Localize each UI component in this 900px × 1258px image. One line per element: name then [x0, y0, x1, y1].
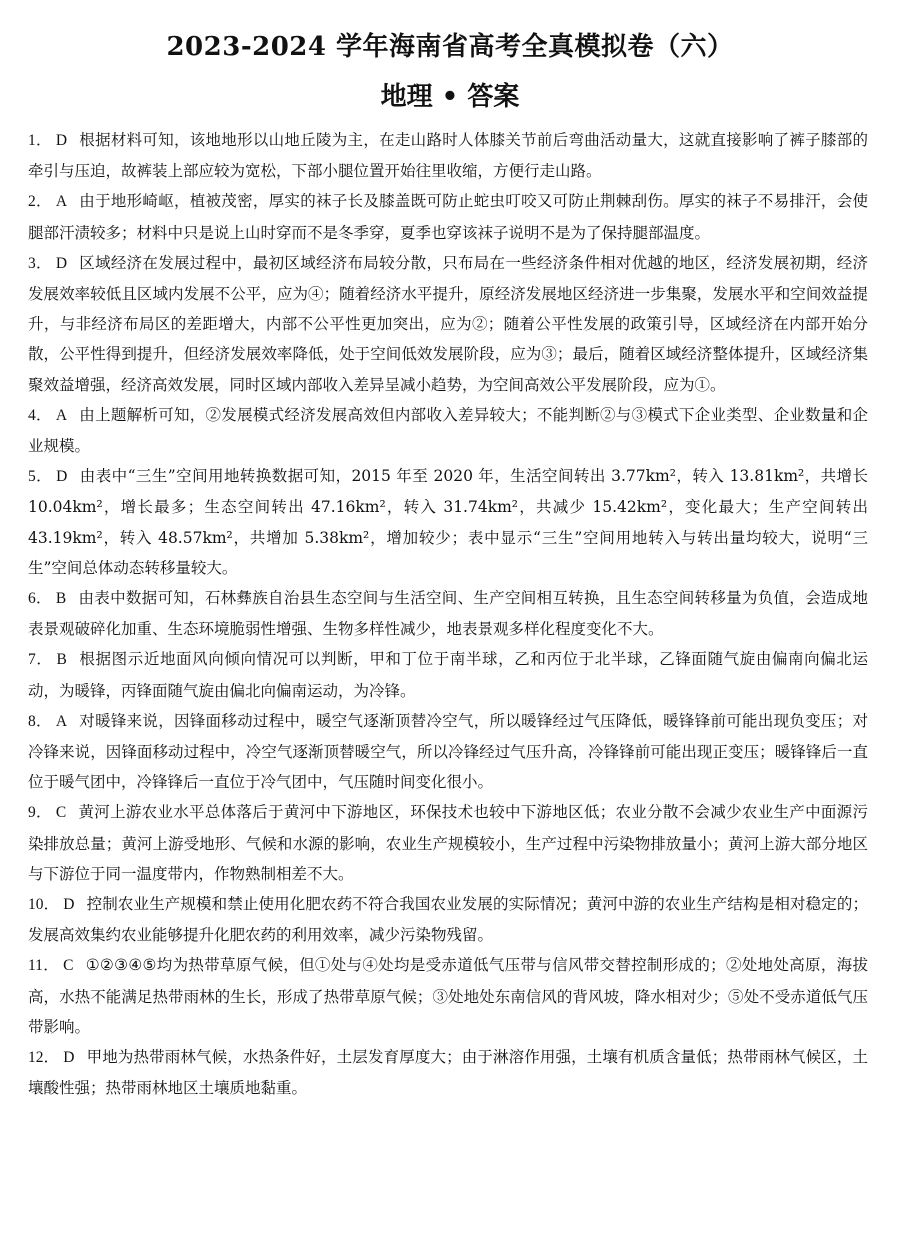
answer-explanation: ①②③④⑤均为热带草原气候，但①处与④处均是受赤道低气压带与信风带交替控制形成的；②处地处高原，海拔高，水热不能满足热带雨林的生长，形成了热带草原气候；③处地处东南信风的背风坡，降水相对少；⑤处不受赤道低气压带影响。: [28, 956, 868, 1036]
answer-choice: C: [63, 957, 74, 975]
question-number: 8．: [28, 712, 52, 730]
answer-choice: D: [55, 132, 68, 149]
question-number: 12．: [28, 1049, 60, 1067]
answer-explanation: 黄河上游农业水平总体落后于黄河中下游地区，环保技术也较中下游地区低；农业分散不会减少农业生产中面源污染排放总量；黄河上游受地形、气候和水源的影响，农业生产规模较小，生产过程中污染物排放量小；黄河上游大部分地区与下游位于同一温度带内，作物熟制相差不大。: [28, 803, 868, 883]
answer-choice: D: [63, 1049, 75, 1067]
answer-choice: D: [63, 896, 75, 914]
question-number: 7．: [28, 651, 53, 669]
answer-explanation: 由表中数据可知，石林彝族自治县生态空间与生活空间、生产空间相互转换，且生态空间转移量为负值，会造成地表景观破碎化加重、生态环境脆弱性增强、生物多样性减少，地表景观多样化程度变化不大。: [28, 589, 868, 639]
answer-choice: D: [55, 254, 68, 272]
question-number: 2．: [28, 193, 52, 211]
answer-item-9: [28, 797, 868, 889]
answer-item-6: [28, 583, 868, 644]
answer-choice: C: [55, 804, 67, 822]
question-number: 9．: [28, 804, 52, 822]
question-number: 10．: [28, 896, 60, 914]
answer-item-12: [28, 1042, 868, 1103]
answer-choice: A: [55, 193, 68, 211]
question-number: 11．: [28, 957, 60, 975]
answer-choice: A: [55, 406, 68, 424]
question-number: 6．: [28, 590, 52, 608]
answer-choice: D: [56, 468, 68, 486]
document-title: 2023-2024 学年海南省高考全真模拟卷（六）: [166, 32, 734, 62]
answer-item-10: [28, 889, 868, 950]
answer-item-2: [28, 186, 868, 247]
answer-explanation: 甲地为热带雨林气候，水热条件好，土层发育厚度大；由于淋溶作用强，土壤有机质含量低；热带雨林气候区，土壤酸性强；热带雨林地区土壤质地黏重。: [28, 1048, 868, 1098]
answer-explanation: 由于地形崎岖，植被茂密，厚实的袜子长及膝盖既可防止蛇虫叮咬又可防止荆棘刮伤。厚实的袜子不易排汗，会使腿部汗渍较多；材料中只是说上山时穿而不是冬季穿，夏季也穿该袜子说明不是为了保持腿部温度。: [28, 192, 868, 242]
document-subtitle: 地理 • 答案: [380, 82, 520, 112]
answer-explanation: 区域经济在发展过程中，最初区域经济布局较分散，只布局在一些经济条件相对优越的地区，经济发展初期，经济发展效率较低且区域内发展不公平，应为④；随着经济水平提升，原经济发展地区经济进一步集聚，发展水平和空间效益提升，与非经济布局区的差距增大，内部不公平性更加突出，应为②；随着公平性发展的政策引导，区域经济在内部开始分散，公平性得到提升，但经济发展效率降低，处于空间低效发展阶段，应为③；最后，随着区域经济整体提升，区域经济集聚效益增强，经济高效发展，同时区域内部收入差异呈减小趋势，为空间高效公平发展阶段，应为①。: [28, 253, 868, 394]
question-number: 5．: [28, 468, 53, 486]
question-number: 4．: [28, 406, 52, 424]
answer-item-1: [28, 125, 868, 186]
answer-item-8: [28, 706, 868, 798]
answer-explanation: 根据图示近地面风向倾向情况可以判断，甲和丁位于南半球，乙和丙位于北半球，乙锋面随气旋由偏南向偏北运动，为暖锋，丙锋面随气旋由偏北向偏南运动，为冷锋。: [28, 650, 868, 700]
answer-explanation: 由上题解析可知，②发展模式经济发展高效但内部收入差异较大；不能判断②与③模式下企业类型、企业数量和企业规模。: [28, 405, 868, 456]
question-number: 3．: [28, 254, 52, 272]
answer-list: [28, 125, 868, 1104]
answer-explanation: 控制农业生产规模和禁止使用化肥农药不符合我国农业发展的实际情况；黄河中游的农业生产结构是相对稳定的；发展高效集约农业能够提升化肥农药的利用效率，减少污染物残留。: [28, 895, 868, 945]
answer-item-4: [28, 400, 868, 461]
answer-item-11: [28, 950, 868, 1042]
answer-choice: B: [55, 590, 67, 608]
answer-choice: A: [55, 712, 68, 730]
answer-item-5: [28, 461, 868, 583]
answer-explanation: 由表中“三生”空间用地转换数据可知，2015 年至 2020 年，生活空间转出 3.77km²，转入 13.81km²，共增长 10.04km²，增长最多；生态空间转出 47.16km²，转入 31.74km²，共减少 15.42km²，变化最大；生产空间转出 43.19km²，转入 48.57km²，共增加 5.38km²，增加较少；表中显示“三生”空间用地转入与转出量均较大，说明“三生”空间总体动态转移量较大。: [28, 467, 868, 577]
answer-explanation: 对暖锋来说，因锋面移动过程中，暖空气逐渐顶替冷空气，所以暖锋经过气压降低，暖锋锋前可能出现负变压；对冷锋来说，因锋面移动过程中，冷空气逐渐顶替暖空气，所以冷锋经过气压升高，冷锋锋前可能出现正变压；暖锋锋后一直位于暖气团中，冷锋锋后一直位于冷气团中，气压随时间变化很小。: [28, 711, 868, 792]
question-number: 1．: [28, 132, 52, 149]
answer-explanation: 根据材料可知，该地地形以山地丘陵为主，在走山路时人体膝关节前后弯曲活动量大，这就直接影响了裤子膝部的牵引与压迫，故裤装上部应较为宽松，下部小腿位置开始往里收缩，方便行走山路。: [28, 131, 868, 181]
answer-item-3: [28, 248, 868, 400]
answer-item-7: [28, 644, 868, 705]
answer-choice: B: [56, 651, 67, 669]
